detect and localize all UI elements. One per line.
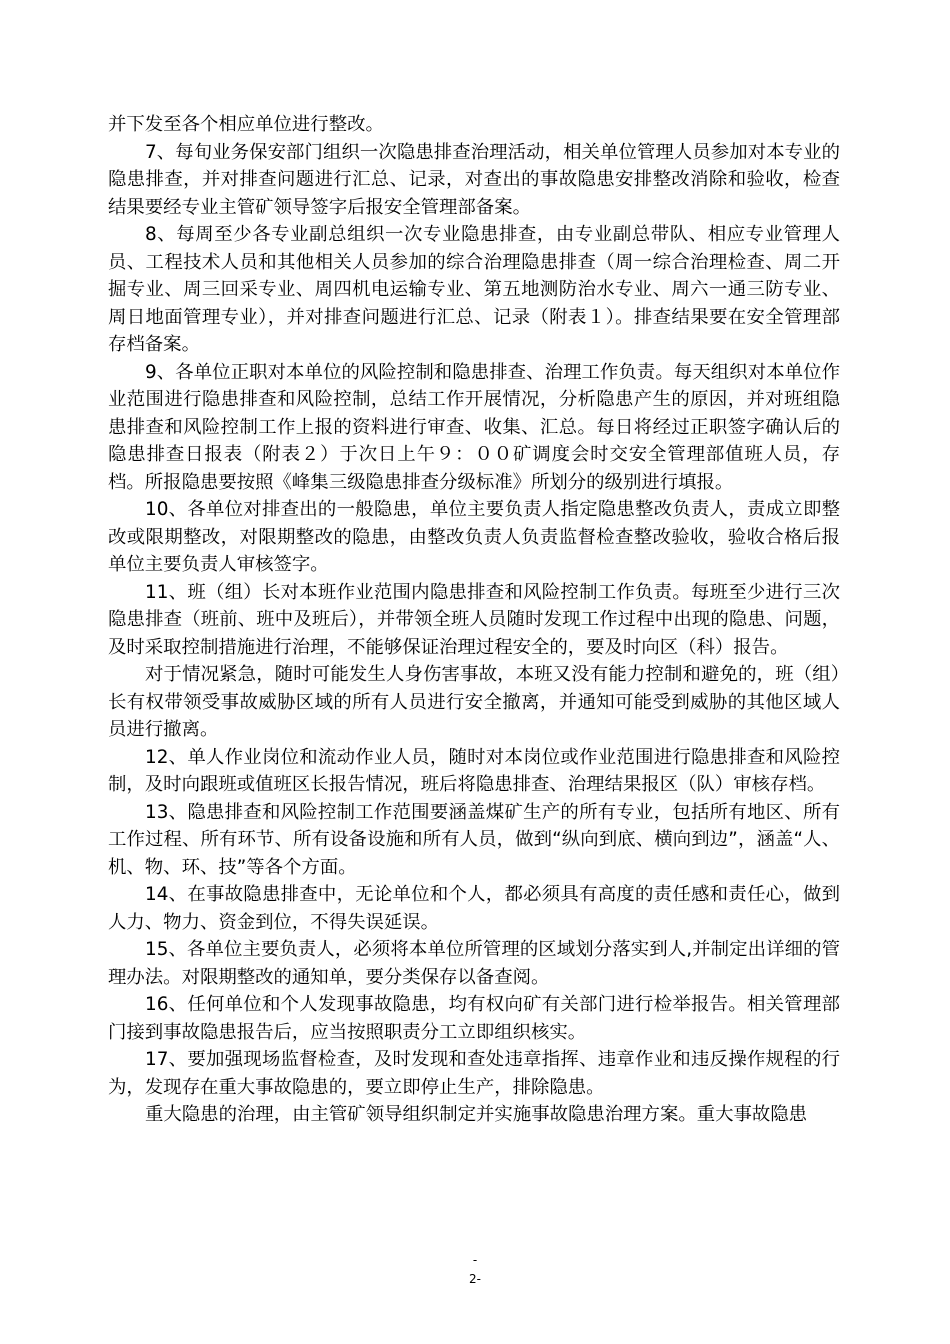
- paragraph-major-hazard: 重大隐患的治理，由主管矿领导组织制定并实施事故隐患治理方案。重大事故隐患: [145, 1104, 808, 1125]
- paragraph-item-13: 13、隐患排查和风险控制工作范围要涵盖煤矿生产的所有专业，包括所有地区、所有工作过程、所有环节、所有设备设施和所有人员，做到“纵向到底、横向到边”，涵盖“人、机、物、环、技”等各个方面。: [108, 801, 840, 878]
- page-number: 2-: [469, 1272, 481, 1286]
- paragraph-item-9: 9、各单位正职对本单位的风险控制和隐患排查、治理工作负责。每天组织对本单位作业范围进行隐患排查和风险控制，总结工作开展情况，分析隐患产生的原因，并对班组隐患排查和风险控制工作上报的资料进行审查、收集、汇总。每日将经过正职签字确认后的隐患排查日报表（附表２）于次日上午９：００矿调度会时交安全管理部值班人员，存档。所报隐患要按照《峰集三级隐患排查分级标准》所划分的级别进行填报。: [108, 361, 840, 493]
- paragraph-emergency-evacuation: 对于情况紧急，随时可能发生人身伤害事故，本班又没有能力控制和避免的，班（组）长有权带领受事故威胁区域的所有人员进行安全撤离，并通知可能受到威胁的其他区域人员进行撤离。: [108, 664, 840, 740]
- paragraph-item-14: 14、在事故隐患排查中，无论单位和个人，都必须具有高度的责任感和责任心，做到人力、物力、资金到位，不得失误延误。: [108, 884, 840, 933]
- footer-dash: -: [472, 1253, 478, 1267]
- paragraph-item-8: 8、每周至少各专业副总组织一次专业隐患排查，由专业副总带队、相应专业管理人员、工程技术人员和其他相关人员参加的综合治理隐患排查（周一综合治理检查、周二开掘专业、周三回采专业、周四机电运输专业、第五地测防治水专业、周六一通三防专业、周日地面管理专业），并对排查问题进行汇总、记录（附表１）。排查结果要在安全管理部存档备案。: [108, 224, 840, 355]
- paragraph-item-15: 15、各单位主要负责人，必须将本单位所管理的区域划分落实到人,并制定出详细的管理办法。对限期整改的通知单，要分类保存以备查阅。: [108, 939, 840, 988]
- paragraph-continuation: 并下发至各个相应单位进行整改。: [108, 114, 384, 135]
- paragraph-item-11: 11、班（组）长对本班作业范围内隐患排查和风险控制工作负责。每班至少进行三次隐患排查（班前、班中及班后），并带领全班人员随时发现工作过程中出现的隐患、问题，及时采取控制措施进行治理，不能够保证治理过程安全的，要及时向区（科）报告。: [108, 581, 840, 658]
- paragraph-item-17: 17、要加强现场监督检查，及时发现和查处违章指挥、违章作业和违反操作规程的行为，发现存在重大事故隐患的，要立即停止生产，排除隐患。: [108, 1049, 840, 1098]
- paragraph-item-16: 16、任何单位和个人发现事故隐患，均有权向矿有关部门进行检举报告。相关管理部门接到事故隐患报告后，应当按照职责分工立即组织核实。: [108, 994, 840, 1043]
- paragraph-item-12: 12、单人作业岗位和流动作业人员，随时对本岗位或作业范围进行隐患排查和风险控制，及时向跟班或值班区长报告情况，班后将隐患排查、治理结果报区（队）审核存档。: [108, 746, 840, 795]
- paragraph-item-10: 10、各单位对排查出的一般隐患，单位主要负责人指定隐患整改负责人，责成立即整改或限期整改，对限期整改的隐患，由整改负责人负责监督检查整改验收，验收合格后报单位主要负责人审核签字。: [108, 499, 840, 575]
- paragraph-item-7: 7、每旬业务保安部门组织一次隐患排查治理活动，相关单位管理人员参加对本专业的隐患排查，并对排查问题进行汇总、记录，对查出的事故隐患安排整改消除和验收，检查结果要经专业主管矿领导签字后报安全管理部备案。: [108, 141, 840, 218]
- document-body: [108, 111, 840, 1129]
